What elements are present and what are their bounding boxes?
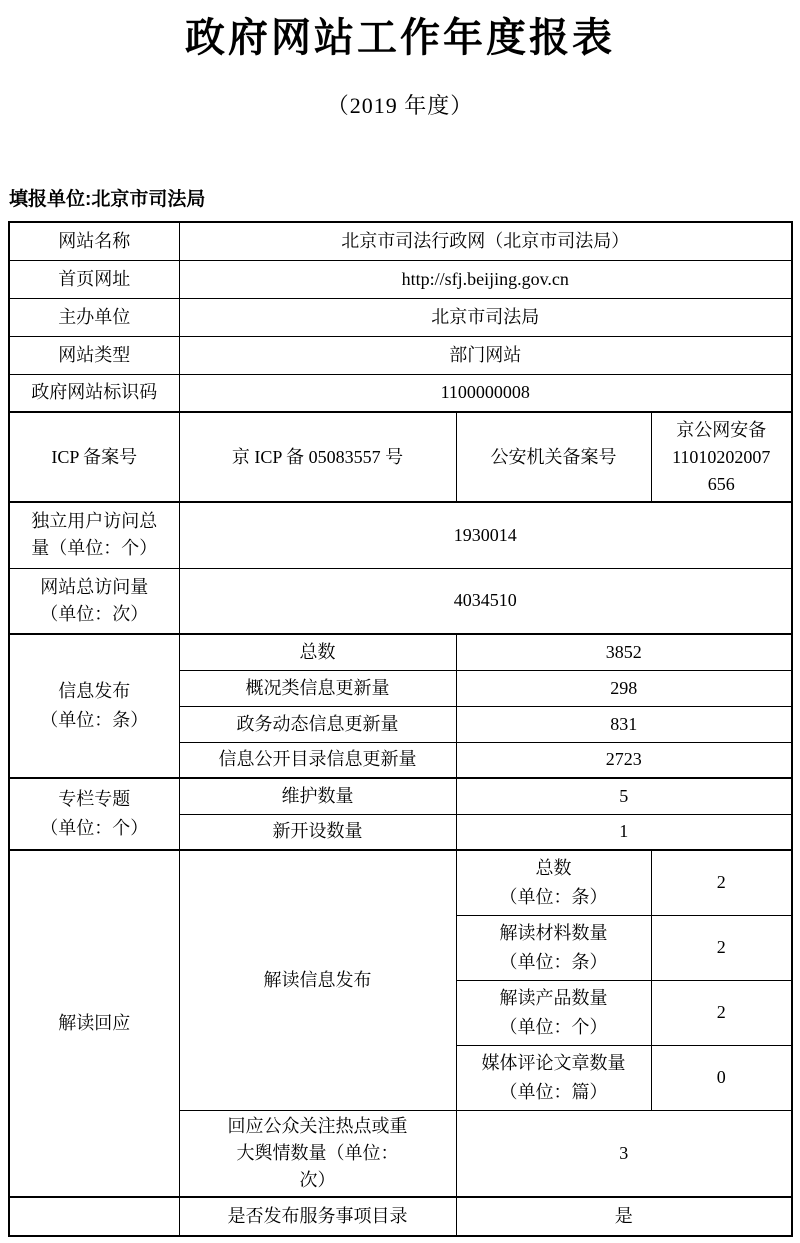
row-label: 独立用户访问总量（单位：个）: [9, 502, 179, 568]
sub-label-text: 媒体评论文章数量: [481, 1052, 626, 1073]
row-value: 北京市司法局: [179, 298, 792, 336]
sub-label-unit: （单位：条）: [499, 886, 608, 907]
sub-label-unit: （单位：条）: [499, 951, 608, 972]
row-site-type: [9, 336, 792, 374]
row-label: 首页网址: [9, 260, 179, 298]
row-value: 0: [651, 1045, 792, 1110]
group-label-info-publish: [9, 634, 179, 778]
row-value: 是: [456, 1197, 792, 1236]
document-title: 政府网站工作年度报表: [185, 16, 615, 60]
row-label: 政务动态信息更新量: [179, 706, 456, 742]
row-label: 维护数量: [179, 778, 456, 814]
reporting-unit-label: 填报单位:: [9, 189, 92, 210]
row-value: 2: [651, 915, 792, 980]
row-value: 3: [456, 1110, 792, 1197]
icp-number: 京 ICP 备 05083557 号: [179, 412, 456, 502]
row-home-url: [9, 260, 792, 298]
row-value: 2: [651, 850, 792, 915]
row-value: 1: [456, 814, 792, 850]
reporting-unit-line: [9, 189, 800, 211]
row-value: 3852: [456, 634, 792, 670]
row-value: 部门网站: [179, 336, 792, 374]
row-icp: [9, 412, 792, 502]
row-value: 北京市司法行政网（北京市司法局）: [179, 222, 792, 260]
empty-group-cell: [9, 1197, 179, 1236]
row-label: 网站类型: [9, 336, 179, 374]
police-filing-number: 京公网安备 11010202007656: [651, 412, 792, 502]
group-label-interpretation: 解读回应: [9, 850, 179, 1197]
sub-label-text: 解读材料数量: [499, 922, 608, 943]
row-label: 新开设数量: [179, 814, 456, 850]
group-unit: （单位：个）: [40, 818, 149, 838]
sub-label: [456, 980, 651, 1045]
row-value: 1100000008: [179, 374, 792, 412]
row-label: 概况类信息更新量: [179, 670, 456, 706]
row-value: 4034510: [179, 568, 792, 634]
sub-label-text: 总数: [535, 857, 572, 878]
row-value: 2723: [456, 742, 792, 778]
group-unit: （单位：条）: [40, 710, 149, 730]
document-subtitle: （2019 年度）: [326, 93, 474, 118]
row-special-maintained: [9, 778, 792, 814]
sub-label: [456, 915, 651, 980]
sub-label: [456, 1045, 651, 1110]
group-name: 信息发布: [58, 681, 131, 701]
row-site-id-code: [9, 374, 792, 412]
site-url-text: http://sfj.beijing.gov.cn: [179, 260, 792, 298]
row-label: 网站总访问量（单位：次）: [9, 568, 179, 634]
row-info-total: [9, 634, 792, 670]
row-value: 1930014: [179, 502, 792, 568]
row-label: 回应公众关注热点或重大舆情数量（单位：次）: [179, 1110, 456, 1197]
group-label-special-columns: [9, 778, 179, 850]
row-host-unit: [9, 298, 792, 336]
sub-label-unit: （单位：篇）: [499, 1081, 608, 1102]
row-value: 2: [651, 980, 792, 1045]
row-value: 298: [456, 670, 792, 706]
row-label: 主办单位: [9, 298, 179, 336]
icp-label: ICP 备案号: [9, 412, 179, 502]
sub-label-text: 解读产品数量: [499, 987, 608, 1008]
row-label: 是否发布服务事项目录: [179, 1197, 456, 1236]
row-interp-total: [9, 850, 792, 915]
row-site-name: [9, 222, 792, 260]
row-value: 831: [456, 706, 792, 742]
reporting-unit-value: 北京市司法局: [91, 189, 206, 210]
row-label: 总数: [179, 634, 456, 670]
group-name: 专栏专题: [58, 789, 131, 809]
report-table: [8, 221, 793, 1237]
sub-label: [456, 850, 651, 915]
row-total-visits: [9, 568, 792, 634]
row-label: 信息公开目录信息更新量: [179, 742, 456, 778]
row-service-directory: [9, 1197, 792, 1236]
sub-label-unit: （单位：个）: [499, 1016, 608, 1037]
row-label: 网站名称: [9, 222, 179, 260]
row-value: 5: [456, 778, 792, 814]
police-filing-label: 公安机关备案号: [456, 412, 651, 502]
row-unique-visitors: [9, 502, 792, 568]
subgroup-label-interp-publish: 解读信息发布: [179, 850, 456, 1110]
row-label: 政府网站标识码: [9, 374, 179, 412]
